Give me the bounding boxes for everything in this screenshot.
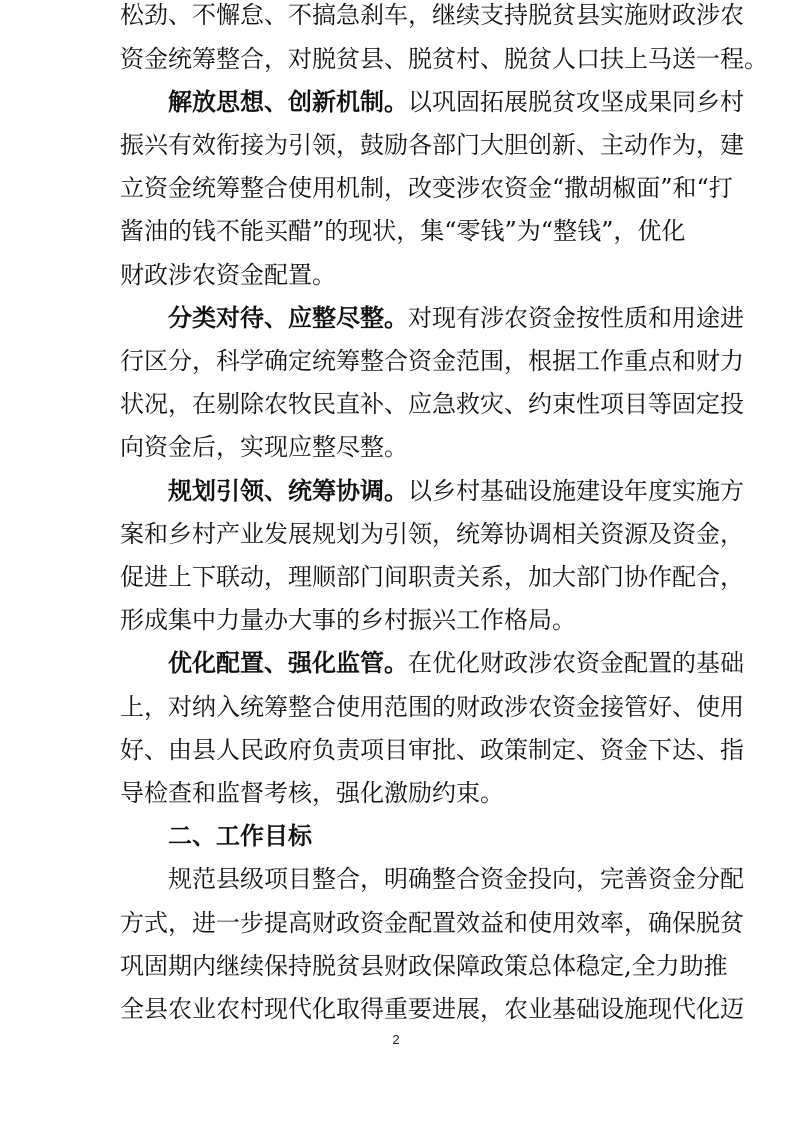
paragraph-5-line-1: [168, 647, 744, 679]
paragraph-3-lead: 分类对待、应整尽整。: [168, 303, 408, 332]
paragraph-2-line-4: 酱油的钱不能买醋”的现状，集“零钱”为“整钱”，优化: [120, 217, 686, 246]
paragraph-4-line-3: 促进上下联动，理顺部门间职责关系，加大部门协作配合，: [120, 563, 744, 591]
paragraph-1-line-2: 资金统筹整合，对脱贫县、脱贫村、脱贫人口扶上马送一程。: [120, 44, 768, 73]
paragraph-5-lead: 优化配置、强化监管。: [168, 649, 408, 678]
paragraph-3-line-2: 行区分，科学确定统筹整合资金范围，根据工作重点和财力: [120, 347, 744, 375]
paragraph-4-line-4: 形成集中力量办大事的乡村振兴工作格局。: [120, 606, 576, 635]
paragraph-3-line-1: [168, 302, 744, 334]
page-number: 2: [392, 1032, 400, 1047]
paragraph-2-line-5: 财政涉农资金配置。: [120, 260, 336, 289]
paragraph-2-line-2: 振兴有效衔接为引领，鼓励各部门大胆创新、主动作为，建: [120, 131, 744, 159]
paragraph-5-line-1-text: 在优化财政涉农资金配置的基础: [408, 649, 744, 678]
paragraph-5-line-2: 上，对纳入统筹整合使用范围的财政涉农资金接管好、使用: [120, 692, 744, 721]
paragraph-2-line-1-text: 以巩固拓展脱贫攻坚成果同乡村: [408, 87, 744, 116]
paragraph-3-line-3: 状况，在剔除农牧民直补、应急救灾、约束性项目等固定投: [120, 390, 744, 419]
paragraph-2-line-1: [168, 86, 744, 118]
paragraph-6-line-1: 规范县级项目整合，明确整合资金投向，完善资金分配: [168, 865, 744, 894]
paragraph-4-line-1-text: 以乡村基础设施建设年度实施方: [408, 476, 744, 505]
paragraph-2-lead: 解放思想、创新机制。: [168, 87, 408, 116]
paragraph-1-line-1: 松劲、不懈怠、不搞急刹车，继续支持脱贫县实施财政涉农: [120, 1, 744, 30]
paragraph-2-line-3: 立资金统筹整合使用机制，改变涉农资金“撒胡椒面”和“打: [120, 174, 733, 203]
paragraph-3-line-1-text: 对现有涉农资金按性质和用途进: [408, 303, 744, 332]
paragraph-4-line-1: [168, 475, 744, 507]
paragraph-3-line-4: 向资金后，实现应整尽整。: [120, 433, 408, 462]
paragraph-5-line-4: 导检查和监督考核，强化激励约束。: [120, 779, 504, 807]
paragraph-4-lead: 规划引领、统筹协调。: [168, 476, 408, 505]
paragraph-6-line-4: 全县农业农村现代化取得重要进展，农业基础设施现代化迈: [120, 995, 744, 1023]
paragraph-6-line-3: 巩固期内继续保持脱贫县财政保障政策总体稳定,全力助推: [120, 951, 728, 980]
paragraph-4-line-2: 案和乡村产业发展规划为引领，统筹协调相关资源及资金，: [120, 519, 744, 548]
paragraph-6-line-2: 方式，进一步提高财政资金配置效益和使用效率，确保脱贫: [120, 908, 744, 937]
section-heading: 二、工作目标: [168, 822, 312, 851]
paragraph-5-line-3: 好、由县人民政府负责项目审批、政策制定、资金下达、指: [120, 735, 744, 764]
